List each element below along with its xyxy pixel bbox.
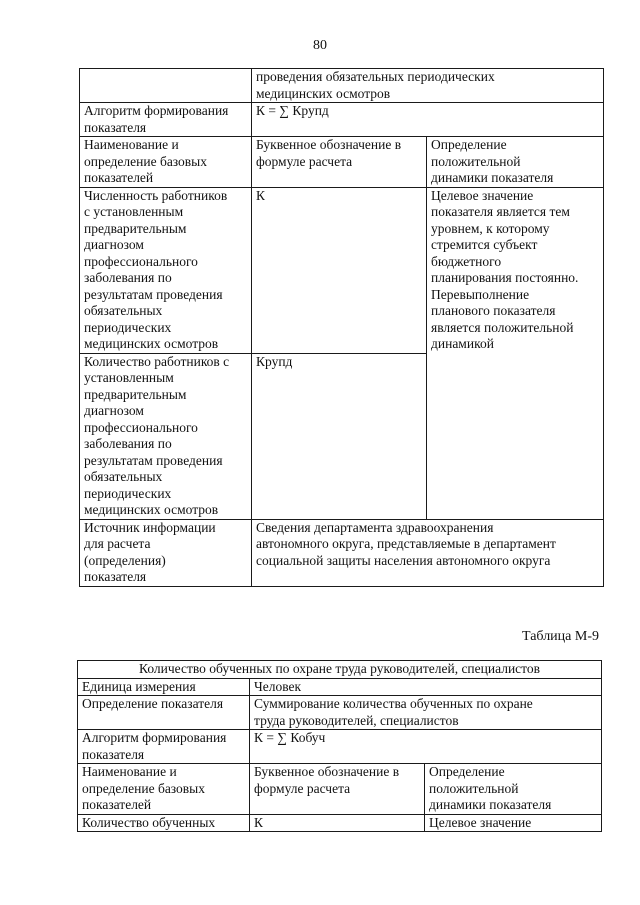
- base-header-name: Наименование и определение базовых показателей: [80, 137, 252, 188]
- page-number: 80: [313, 38, 327, 53]
- base-header-symbol: Буквенное обозначение в формуле расчета: [252, 137, 427, 188]
- row-symbol: К: [252, 187, 427, 353]
- algorithm-formula: К = ∑ Кобуч: [250, 730, 602, 764]
- table-row: [80, 187, 604, 353]
- source-label: Источник информации для расчета (определения) показателя: [80, 519, 252, 586]
- row-symbol: Крупд: [252, 353, 427, 519]
- base-header-dynamics: Определение положительной динамики показателя: [427, 137, 604, 188]
- row-name: Численность работников с установленным предварительным диагнозом профессионального заболевания по результатам проведения обязательных периодических медицинских осмотров: [80, 187, 252, 353]
- base-header-dynamics: Определение положительной динамики показателя: [425, 764, 602, 815]
- algorithm-row: [80, 103, 604, 137]
- unit-value: Человек: [250, 678, 602, 696]
- table-caption: Таблица М-9: [522, 629, 599, 644]
- algorithm-formula: К = ∑ Крупд: [252, 103, 604, 137]
- algorithm-label: Алгоритм формирования показателя: [80, 103, 252, 137]
- definition-value: Суммирование количества обученных по охране труда руководителей, специалистов: [250, 696, 602, 730]
- empty-cell: [80, 69, 252, 103]
- table-row: [80, 69, 604, 103]
- base-header-name: Наименование и определение базовых показателей: [78, 764, 250, 815]
- row-name: Количество работников с установленным предварительным диагнозом профессионального заболевания по результатам проведения обязательных периодических медицинских осмотров: [80, 353, 252, 519]
- base-header-row: [80, 137, 604, 188]
- source-value: Сведения департамента здравоохранения автономного округа, представляемые в департамент социальной защиты населения автономного округа: [252, 519, 604, 586]
- algorithm-label: Алгоритм формирования показателя: [78, 730, 250, 764]
- table-title: Количество обученных по охране труда руководителей, специалистов: [78, 661, 602, 679]
- row-name: Количество обученных: [78, 814, 250, 832]
- dynamics-definition: Целевое значение показателя является тем уровнем, к которому стремится субъект бюджетного планирования постоянно. Перевыполнение планового показателя является положительной динамикой: [427, 187, 604, 519]
- base-header-symbol: Буквенное обозначение в формуле расчета: [250, 764, 425, 815]
- base-header-row: [78, 764, 602, 815]
- definition-row: [78, 696, 602, 730]
- algorithm-row: [78, 730, 602, 764]
- unit-label: Единица измерения: [78, 678, 250, 696]
- row-symbol: К: [250, 814, 425, 832]
- header-continuation-text: проведения обязательных периодических медицинских осмотров: [252, 69, 604, 103]
- row-dynamics: Целевое значение: [425, 814, 602, 832]
- indicator-table-continued: [79, 68, 604, 587]
- unit-row: [78, 678, 602, 696]
- definition-label: Определение показателя: [78, 696, 250, 730]
- table-row: [78, 814, 602, 832]
- source-row: [80, 519, 604, 586]
- indicator-table-m9: [77, 660, 602, 832]
- title-row: [78, 661, 602, 679]
